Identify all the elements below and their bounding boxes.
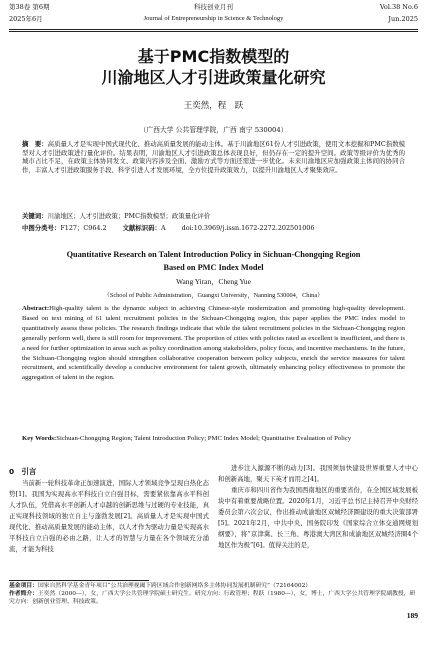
doi: doi:10.3969/j.issn.1672-2272.202501006 bbox=[181, 224, 315, 232]
classification-line bbox=[22, 224, 405, 233]
english-title-line1: Quantitative Research on Talent Introduction Policy in Sichuan-Chongqing Region bbox=[66, 250, 361, 259]
journal-title-cn: 科技创业月刊 bbox=[194, 3, 233, 11]
doc-code-label: 文献标识码： bbox=[122, 224, 161, 232]
footnotes bbox=[9, 582, 418, 606]
clc-label: 中图分类号： bbox=[22, 224, 61, 232]
english-abstract bbox=[22, 304, 405, 383]
publication-date: 2025年6月 bbox=[9, 15, 43, 23]
affiliation: （广西大学 公共管理学院，广西 南宁 530004） bbox=[139, 126, 288, 134]
english-keywords-text: Sichuan-Chongqing Region; Talent Introduction Policy; PMC Index Model; Quantitative Evaluation of Policy bbox=[56, 435, 352, 442]
footnote-rule bbox=[9, 580, 149, 581]
english-keywords-label: Key Words: bbox=[22, 435, 57, 442]
paper-title-line1: 基于PMC指数模型的 bbox=[137, 47, 290, 66]
author-bio-text: 王奕然（2000—），女，广西大学公共管理学院硕士研究生，研究方向：行政管理；程跃（1980—），女，博士，广西大学公共管理学院副教授，研究方向：创新创业管理、科技政策。 bbox=[9, 591, 416, 605]
page-number: 189 bbox=[406, 611, 418, 620]
body-right-column bbox=[218, 463, 418, 551]
funding-text: 国家自然科学基金青年项目“公共治理视阈下跨区域合作创新网络多主体协同发展机制研究”（72164002） bbox=[38, 583, 312, 589]
authors: 王奕然，程 跃 bbox=[183, 101, 244, 111]
volume-issue-en: Vol.38 No.6 bbox=[379, 3, 418, 11]
keywords-label: 关键词： bbox=[22, 212, 48, 220]
english-abstract-label: Abstract: bbox=[22, 305, 50, 312]
author-bio-note bbox=[9, 590, 418, 606]
author-bio-label: 作者简介： bbox=[9, 591, 38, 597]
abstract-label: 摘 要： bbox=[22, 140, 48, 148]
keywords-cn bbox=[22, 212, 405, 221]
clc-value: F127；C964.2 bbox=[60, 224, 107, 232]
funding-label: 基金项目： bbox=[9, 583, 38, 589]
paper-title-line2: 川渝地区人才引进政策量化研究 bbox=[101, 68, 326, 87]
header-rule bbox=[9, 29, 418, 30]
doc-code-value: A bbox=[160, 224, 166, 232]
publication-date-en: Jun.2025 bbox=[388, 15, 418, 23]
english-abstract-text: High-quality talent is the dynamic subject in achieving Chinese-style modernization and promoting high-quality development. Based on text mining of 61 talent recruitment policies in the Sichuan-Chongqing region, this paper applies the PMC index model to quantitatively assess these policies. The research findings indicate that while the talent recruitment policies in the Sichuan-Chongqing region generally perform well, there is still room for improvement. The proportion of cities with policies rated as excellent is insufficient, and there is a need for further optimization in areas such as policy coordination among stakeholders, policy focus, and incentive mechanisms. In the future, the Sichuan-Chongqing region should strengthen collaborative cooperation between policy subjects, enrich the service measures for talent recruitment, and scientifically develop a conducive environment for talent growth, ultimately enhancing policy effectiveness to promote the aggregation of talent in the region. bbox=[22, 305, 405, 382]
english-keywords bbox=[22, 434, 405, 444]
abstract-cn bbox=[22, 140, 405, 174]
funding-note bbox=[9, 582, 418, 590]
body-paragraph: 当前新一轮科技革命正加速演进，国际人才领域竞争呈现白热化态势[1]。我国为实现高水平科技自立自强目标，需要紧依靠高水平科创人才队伍，凭借高水平创新人才卓越的创新思维与过硬的专业技能，真正实现科技领域的独立自主与蓬勃发展[2]。高质量人才是实现中国式现代化、推动高质量发展的能动主体，以人才作为驱动力量是实现高水平科技自立自强的必由之路，让人才的智慧与力量在各个领域充分涌流，才能为科技 bbox=[9, 479, 209, 553]
body-paragraph: 重庆市和四川省作为我国西南地区的重要省份，在全国区域发展板块中有着重要战略位置。2020年1月，习近平总书记主持召开中央财经委员会第六次会议，作出推动成渝地区双城经济圈建设的重大决策部署[5]。2021年2月，中共中央、国务院印发《国家综合立体交通网规划纲要》，将“京津冀、长三角、粤港澳大湾区和成渝地区双城经济圈4个地区作为极”[6]。值得关注的是， bbox=[218, 486, 418, 549]
body-paragraph: 进步注入源源不断的动力[3]。我国须加快建设世界重要人才中心和创新高地，聚天下英才而用之[4]。 bbox=[218, 464, 418, 483]
body-left-column bbox=[9, 478, 209, 555]
english-authors: Wang Yiran，Cheng Yue bbox=[176, 277, 251, 286]
volume-issue: 第38卷 第6期 bbox=[9, 3, 50, 11]
abstract-text: 高质量人才是实现中国式现代化、推动高质量发展的能动主体。基于川渝地区61份人才引进政策，使用文本挖掘和PMC指数模型对人才引进政策进行量化评价。结果表明，川渝地区人才引进政策总体表现良好，但仍存在一定的提升空间。政策等级评价为优秀的城市占比不足，在政策主体协同发文、政策内容涉及全面、激励方式等方面还需进一步优化。未来川渝地区应加强政策主体间的协同合作，丰富人才引进政策服务手段、科学引进人才发展环境，全方位提升政策效力，以提升川渝地区人才聚集效应。 bbox=[22, 140, 405, 174]
keywords-text: 川渝地区；人才引进政策；PMC指数模型；政策量化评价 bbox=[47, 212, 211, 220]
journal-title-en: Journal of Entrepreneurship in Science & Technology bbox=[143, 15, 284, 22]
english-title-line2: Based on PMC Index Model bbox=[163, 263, 264, 272]
english-affiliation: （School of Public Administration，Guangxi University，Nanning 530004，China） bbox=[103, 292, 324, 299]
header-rule-thin bbox=[9, 31, 418, 32]
section-heading-intro: 0 引言 bbox=[9, 467, 37, 476]
